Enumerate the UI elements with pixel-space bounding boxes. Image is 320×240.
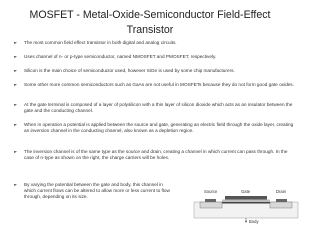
bullet-item	[24, 82, 296, 88]
bullet-text: The most common field effect transistor in both digital and analog circuits.	[24, 40, 177, 45]
slide-title-line-1: MOSFET - Metal-Oxide-Semiconductor Field-Effect	[29, 9, 271, 21]
bullet-arrow-icon	[14, 124, 17, 127]
source-contact	[205, 199, 216, 202]
inversion-channel	[222, 202, 270, 204]
body-terminal	[245, 221, 247, 223]
bullet-item	[24, 182, 176, 200]
bullet-text: When in operation a potential is applied between the source and gate, generating an electric field through the oxide layer, creating an inversion channel in the conducting channel, also known as a depletion region.	[24, 122, 294, 133]
slide-title-line-2: Transistor	[126, 24, 174, 36]
bullet-arrow-icon	[14, 184, 17, 187]
source-region	[200, 202, 222, 208]
bullet-item	[24, 54, 296, 60]
mosfet-cross-section	[192, 194, 300, 225]
bullet-text: The inversion channel is of the same type as the source and drain, creating a channel in which current can pass through. In the case of n-type as shown on the right, the charge carriers will be holes.	[24, 149, 288, 160]
bullet-item	[24, 68, 296, 74]
bullet-item	[24, 122, 296, 134]
bullet-arrow-icon	[14, 151, 17, 154]
bullet-item	[24, 149, 296, 161]
gate-oxide	[222, 200, 270, 203]
body-label: Body	[249, 218, 259, 224]
bullet-item	[24, 40, 296, 46]
source-label: Source	[204, 189, 218, 194]
bullet-arrow-icon	[14, 104, 17, 107]
bullet-text: Silicon is the main choice of semiconductor used, however SiGe is used by some chip manufacturers.	[24, 68, 235, 73]
drain-label: Drain	[276, 189, 287, 194]
gate-label: Gate	[241, 189, 251, 194]
bullet-item	[24, 102, 296, 114]
bullet-arrow-icon	[14, 84, 17, 87]
mosfet-diagram	[192, 189, 300, 225]
bullet-text: Uses channel of n- or p-type semiconductor, named NMOSFET and PMOSFET, respectively.	[24, 54, 217, 59]
drain-region	[270, 202, 292, 208]
gate-electrode	[225, 196, 267, 200]
bullet-arrow-icon	[14, 42, 17, 45]
bullet-text: At the gate terminal is composed of a layer of polysilicon with a thin layer of silicon dioxide which acts as an insulator between the gate and the conducting channel.	[24, 102, 293, 113]
bullet-text: Some other more common semiconductors such as GaAs are not useful in MOSFETs because they do not form good gate oxides.	[24, 82, 294, 87]
bullet-arrow-icon	[14, 56, 17, 59]
drain-contact	[276, 199, 287, 202]
bullet-arrow-icon	[14, 70, 17, 73]
bullet-text: By varying the potential between the gate and body, this channel in which current flows can be altered to allow more or less current to flow through, depending on its size.	[24, 182, 170, 199]
slide-title	[0, 8, 300, 38]
